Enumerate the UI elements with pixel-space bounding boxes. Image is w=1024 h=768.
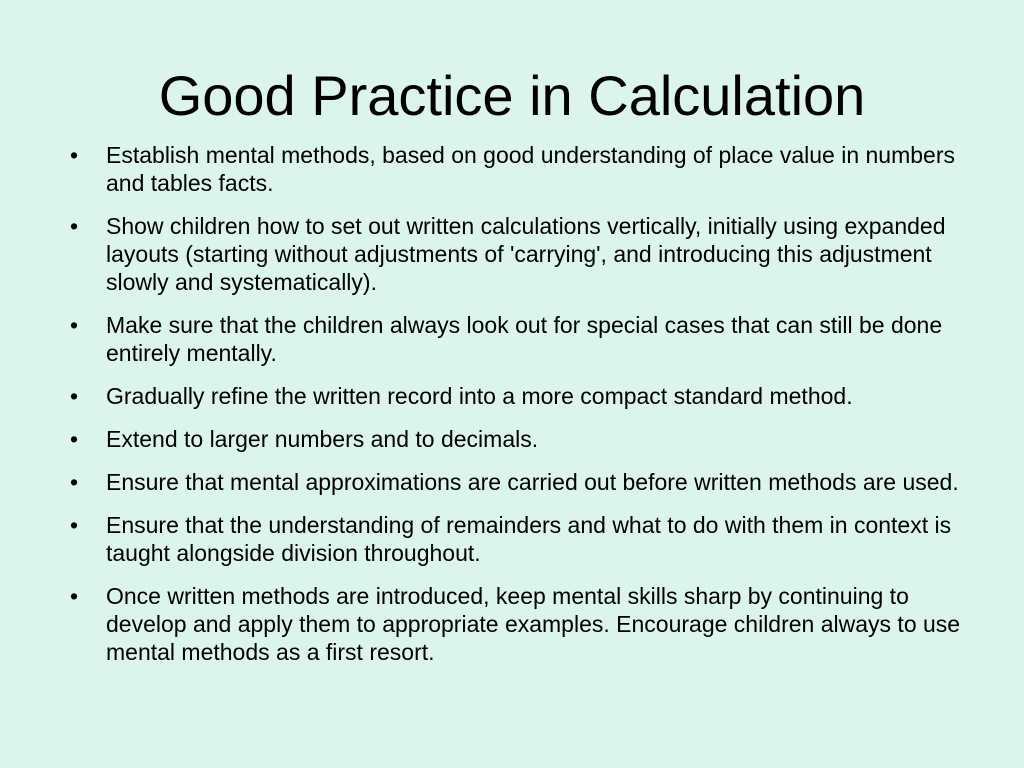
- list-item: [64, 212, 974, 296]
- bullet-text: Once written methods are introduced, keep mental skills sharp by continuing to develop and apply them to appropriate examples. Encourage children always to use mental methods as a first resort.: [106, 583, 961, 665]
- list-item: [64, 311, 974, 367]
- bullet-text: Establish mental methods, based on good understanding of place value in numbers and tables facts.: [106, 142, 955, 196]
- bullet-icon: •: [70, 469, 79, 495]
- list-item: [64, 582, 974, 666]
- bullet-icon: •: [70, 583, 79, 609]
- slide-title: Good Practice in Calculation: [158, 64, 866, 127]
- bullet-icon: •: [70, 383, 79, 409]
- bullet-icon: •: [70, 142, 79, 168]
- list-item: [64, 511, 974, 567]
- bullet-text: Extend to larger numbers and to decimals.: [106, 426, 539, 452]
- list-item: [64, 425, 974, 453]
- bullet-text: Make sure that the children always look out for special cases that can still be done entirely mentally.: [106, 312, 943, 366]
- bullet-text: Ensure that the understanding of remainders and what to do with them in context is taught alongside division throughout.: [106, 512, 952, 566]
- bullet-text: Ensure that mental approximations are carried out before written methods are used.: [106, 469, 959, 495]
- list-item: [64, 468, 974, 496]
- list-item: [64, 141, 974, 197]
- bullet-icon: •: [70, 312, 79, 338]
- bullet-text: Show children how to set out written calculations vertically, initially using expanded layouts (starting without adjustments of 'carrying', and introducing this adjustment slowly and systematically).: [106, 213, 946, 295]
- bullet-icon: •: [70, 213, 79, 239]
- bullet-text: Gradually refine the written record into a more compact standard method.: [106, 383, 853, 409]
- bullet-icon: •: [70, 512, 79, 538]
- list-item: [64, 382, 974, 410]
- bullet-list: [64, 141, 974, 681]
- bullet-icon: •: [70, 426, 79, 452]
